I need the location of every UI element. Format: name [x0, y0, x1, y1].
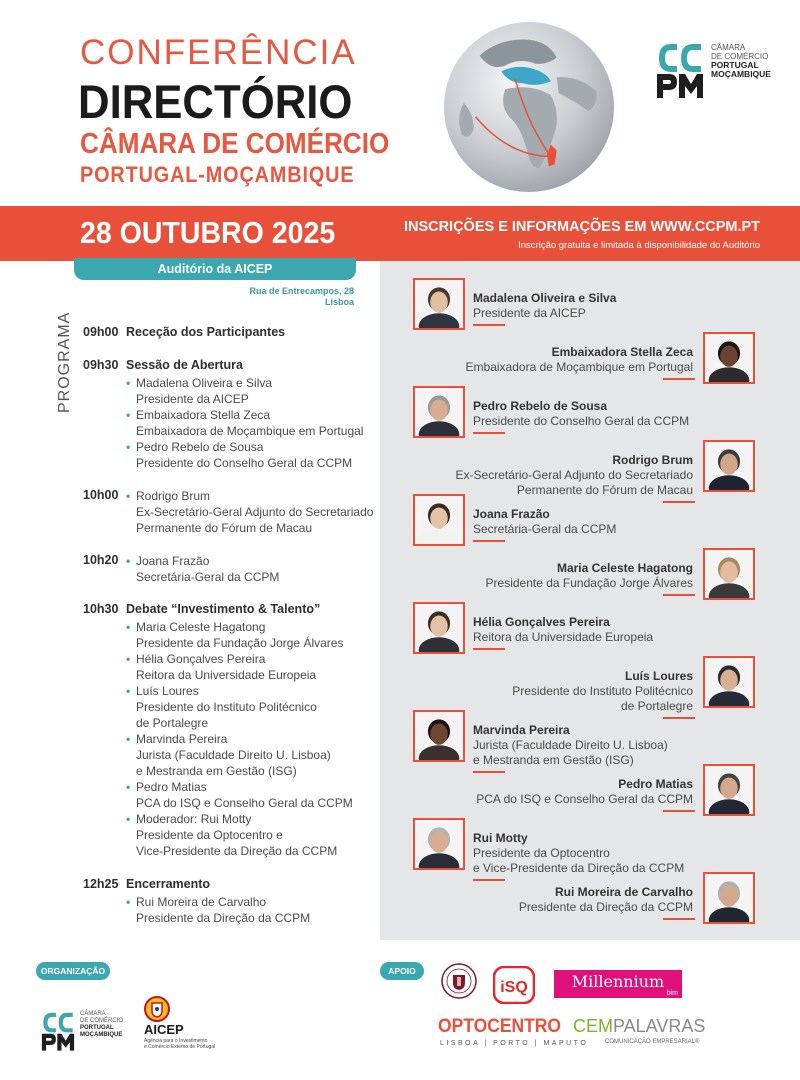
- participant-role: Secretária-Geral da CCPM: [136, 570, 280, 584]
- speaker-card: [380, 440, 800, 497]
- title-camara: CÂMARA DE COMÉRCIO: [80, 128, 390, 160]
- program-item: [126, 683, 386, 731]
- speaker-role: Presidente da AICEP: [473, 306, 586, 320]
- speakers-panel: [380, 261, 800, 940]
- venue-address-street: Rua de Entrecampos, 28: [249, 286, 354, 296]
- participant-role: Embaixadora de Moçambique em Portugal: [136, 424, 364, 438]
- participant-name: Rui Moreira de Carvalho: [136, 895, 267, 909]
- logo-text-camara: CÂMARA: [711, 43, 746, 52]
- participant-role: Presidente do Conselho Geral da CCPM: [136, 456, 353, 470]
- logo-text-portugal: PORTUGAL: [80, 1025, 114, 1031]
- speaker-role: Jurista (Faculdade Direito U. Lisboa): [473, 738, 668, 752]
- ccpm-logo-icon: [655, 40, 705, 100]
- registration-note: Inscrição gratuita e limitada à disponibilidade do Auditório: [518, 240, 760, 251]
- globe-icon: [440, 18, 618, 196]
- participant-role: PCA do ISQ e Conselho Geral da CCPM: [136, 796, 353, 810]
- program-item: [126, 488, 386, 536]
- bullet-icon: •: [126, 895, 131, 909]
- aicep-subtitle-2: e Comércio Externo de Portugal: [144, 1044, 216, 1050]
- svg-text:iSQ: iSQ: [500, 979, 528, 996]
- participant-role: e Mestranda em Gestão (ISG): [136, 764, 297, 778]
- bullet-icon: •: [126, 732, 131, 746]
- speaker-underline: [473, 432, 505, 434]
- bullet-icon: •: [126, 376, 131, 390]
- slot-time: 12h25: [83, 877, 119, 891]
- speaker-name: Pedro Rebelo de Sousa: [473, 399, 608, 413]
- program-item: [126, 779, 386, 811]
- speaker-card: [380, 710, 800, 767]
- speaker-name: Rui Motty: [473, 831, 528, 845]
- speaker-photo: [703, 548, 755, 600]
- aicep-name: AICEP: [144, 1022, 184, 1037]
- bullet-icon: •: [126, 652, 131, 666]
- bullet-icon: •: [126, 812, 131, 826]
- program-item: [126, 619, 386, 651]
- program-item: [126, 651, 386, 683]
- speaker-photo: [413, 386, 465, 438]
- speaker-card: [380, 278, 800, 332]
- title-conferencia: CONFERÊNCIA: [80, 33, 357, 72]
- speaker-photo: [413, 710, 465, 762]
- speaker-photo: [703, 332, 755, 384]
- program-item: [126, 375, 386, 407]
- date-band: [0, 206, 800, 261]
- speaker-underline: [663, 378, 695, 380]
- speaker-underline: [663, 918, 695, 920]
- bullet-icon: •: [126, 780, 131, 794]
- speaker-name: Rodrigo Brum: [612, 453, 693, 467]
- aicep-logo: [142, 996, 232, 1054]
- registration-info[interactable]: INSCRIÇÕES E INFORMAÇÕES EM WWW.CCPM.PT: [403, 219, 760, 235]
- speaker-name: Embaixadora Stella Zeca: [551, 345, 693, 359]
- speaker-role: Permanente do Fórum de Macau: [516, 483, 693, 497]
- participant-name: Embaixadora Stella Zeca: [136, 408, 271, 422]
- speaker-photo: [703, 656, 755, 708]
- speaker-card: [380, 656, 800, 713]
- participant-role: Presidente da AICEP: [136, 392, 249, 406]
- cempalavras-logo: [573, 1016, 705, 1037]
- participant-name: Moderador: Rui Motty: [136, 812, 252, 826]
- speaker-name: Madalena Oliveira e Silva: [473, 291, 617, 305]
- participant-role: Vice-Presidente da Direção da CCPM: [136, 844, 338, 858]
- speaker-photo: [703, 440, 755, 492]
- speaker-photo: [413, 278, 465, 330]
- participant-name: Hélia Gonçalves Pereira: [136, 652, 266, 666]
- speaker-role: de Portalegre: [620, 699, 693, 713]
- speaker-name: Hélia Gonçalves Pereira: [473, 615, 610, 629]
- program-item: [126, 439, 386, 471]
- speaker-role: Presidente do Instituto Politécnico: [512, 684, 693, 698]
- slot-title: Sessão de Abertura: [126, 358, 243, 372]
- speaker-role: Presidente da Optocentro: [473, 846, 610, 860]
- ccpm-logo-footer: [40, 1010, 140, 1054]
- slot-time: 09h30: [83, 358, 119, 372]
- header: [0, 0, 800, 206]
- speaker-card: [380, 332, 800, 386]
- venue-address-city: Lisboa: [324, 297, 354, 307]
- participant-name: Pedro Rebelo de Sousa: [136, 440, 264, 454]
- bullet-icon: •: [126, 440, 131, 454]
- speaker-name: Joana Frazão: [473, 507, 550, 521]
- slot-time: 10h30: [83, 602, 119, 616]
- slot-time: 10h00: [83, 488, 119, 502]
- logo-text-mocambique: MOÇAMBIQUE: [80, 1032, 123, 1038]
- logo-text-camara: CÂMARA: [80, 1011, 106, 1017]
- speaker-name: Pedro Matias: [618, 777, 693, 791]
- speaker-name: Marvinda Pereira: [473, 723, 570, 737]
- participant-role: Reitora da Universidade Europeia: [136, 668, 317, 682]
- venue-badge: Auditório da AICEP: [74, 258, 356, 280]
- cempalavras-b: PALAVRAS: [613, 1016, 706, 1036]
- aicep-subtitle-1: Agência para o Investimento: [144, 1038, 208, 1044]
- apoio-label: APOIO: [380, 962, 424, 980]
- optocentro-cities: LISBOA | PORTO | MAPUTO: [440, 1040, 589, 1047]
- program-item: [126, 553, 386, 585]
- aicep-crest-icon: [144, 996, 170, 1022]
- participant-name: Joana Frazão: [136, 554, 210, 568]
- speaker-underline: [663, 594, 695, 596]
- speaker-card: [380, 764, 800, 818]
- speaker-photo: [703, 872, 755, 924]
- speaker-role: Secretária-Geral da CCPM: [473, 522, 617, 536]
- speaker-underline: [473, 324, 505, 326]
- millennium-logo: [554, 970, 682, 998]
- university-seal-icon: [441, 963, 477, 999]
- speaker-photo: [703, 764, 755, 816]
- participant-name: Marvinda Pereira: [136, 732, 228, 746]
- speaker-card: [380, 494, 800, 548]
- optocentro-logo: OPTOCENTRO: [438, 1016, 562, 1037]
- speaker-underline: [663, 810, 695, 812]
- participant-name: Maria Celeste Hagatong: [136, 620, 266, 634]
- bullet-icon: •: [126, 554, 131, 568]
- participant-role: Presidente da Optocentro e: [136, 828, 283, 842]
- speaker-role: Presidente da Direção da CCPM: [518, 900, 693, 914]
- participant-role: Ex-Secretário-Geral Adjunto do Secretariado: [136, 505, 374, 519]
- ccpm-logo: [655, 40, 771, 100]
- program-label: PROGRAMA: [56, 311, 73, 413]
- title-directorio: DIRECTÓRIO: [78, 75, 353, 128]
- logo-text-comercio: DE COMÉRCIO: [711, 52, 769, 61]
- logo-text-comercio: DE COMÉRCIO: [80, 1018, 124, 1024]
- participant-name: Madalena Oliveira e Silva: [136, 376, 273, 390]
- bullet-icon: •: [126, 620, 131, 634]
- cempalavras-sub: COMUNICAÇÃO EMPRESARIAL®: [605, 1039, 700, 1045]
- slot-title: Receção dos Participantes: [126, 325, 286, 339]
- speaker-role: Reitora da Universidade Europeia: [473, 630, 654, 644]
- isq-logo-icon: [493, 966, 535, 1004]
- participant-role: de Portalegre: [136, 716, 209, 730]
- bullet-icon: •: [126, 684, 131, 698]
- speaker-card: [380, 818, 800, 875]
- speaker-name: Rui Moreira de Carvalho: [554, 885, 693, 899]
- speaker-role: PCA do ISQ e Conselho Geral da CCPM: [476, 792, 693, 806]
- millennium-sub: bim: [666, 990, 678, 997]
- slot-time: 09h00: [83, 325, 119, 339]
- speaker-card: [380, 602, 800, 656]
- millennium-name: Millennium: [571, 972, 665, 991]
- logo-text-mocambique: MOÇAMBIQUE: [711, 69, 771, 79]
- participant-role: Presidente do Instituto Politécnico: [136, 700, 317, 714]
- bullet-icon: •: [126, 489, 131, 503]
- participant-name: Pedro Matias: [136, 780, 207, 794]
- bullet-icon: •: [126, 408, 131, 422]
- speaker-photo: [413, 602, 465, 654]
- speaker-role: Embaixadora de Moçambique em Portugal: [465, 360, 693, 374]
- speaker-card: [380, 872, 800, 926]
- speaker-card: [380, 386, 800, 440]
- program-item: [126, 407, 386, 439]
- speaker-card: [380, 548, 800, 602]
- speaker-role: e Mestranda em Gestão (ISG): [473, 753, 634, 767]
- program-item: [126, 894, 386, 926]
- speaker-underline: [473, 540, 505, 542]
- speaker-photo: [413, 818, 465, 870]
- slot-title: Debate “Investimento & Talento”: [126, 602, 321, 616]
- participant-name: Rodrigo Brum: [136, 489, 211, 503]
- speaker-underline: [473, 648, 505, 650]
- ccpm-logo-icon: [40, 1010, 76, 1052]
- speaker-role: Ex-Secretário-Geral Adjunto do Secretariado: [455, 468, 693, 482]
- participant-name: Luís Loures: [136, 684, 199, 698]
- event-date: 28 OUTUBRO 2025: [80, 215, 336, 250]
- speaker-name: Luís Loures: [624, 669, 693, 683]
- speaker-role: Presidente da Fundação Jorge Álvares: [485, 576, 693, 590]
- speaker-role: e Vice-Presidente da Direção da CCPM: [473, 861, 685, 875]
- participant-role: Jurista (Faculdade Direito U. Lisboa): [136, 748, 331, 762]
- speaker-role: Presidente do Conselho Geral da CCPM: [473, 414, 690, 428]
- slot-time: 10h20: [83, 553, 119, 567]
- program-item: [126, 811, 386, 859]
- participant-role: Presidente da Fundação Jorge Álvares: [136, 636, 344, 650]
- speaker-photo: [413, 494, 465, 546]
- title-portugal-mocambique: PORTUGAL-MOÇAMBIQUE: [80, 162, 355, 187]
- participant-role: Permanente do Fórum de Macau: [136, 521, 313, 535]
- organizacao-label: ORGANIZAÇÃO: [36, 962, 110, 980]
- logo-text-portugal: PORTUGAL: [711, 60, 759, 70]
- program-item: [126, 731, 386, 779]
- cempalavras-a: CEM: [573, 1016, 613, 1036]
- participant-role: Presidente da Direção da CCPM: [136, 911, 311, 925]
- slot-title: Encerramento: [126, 877, 211, 891]
- speaker-name: Maria Celeste Hagatong: [556, 561, 693, 575]
